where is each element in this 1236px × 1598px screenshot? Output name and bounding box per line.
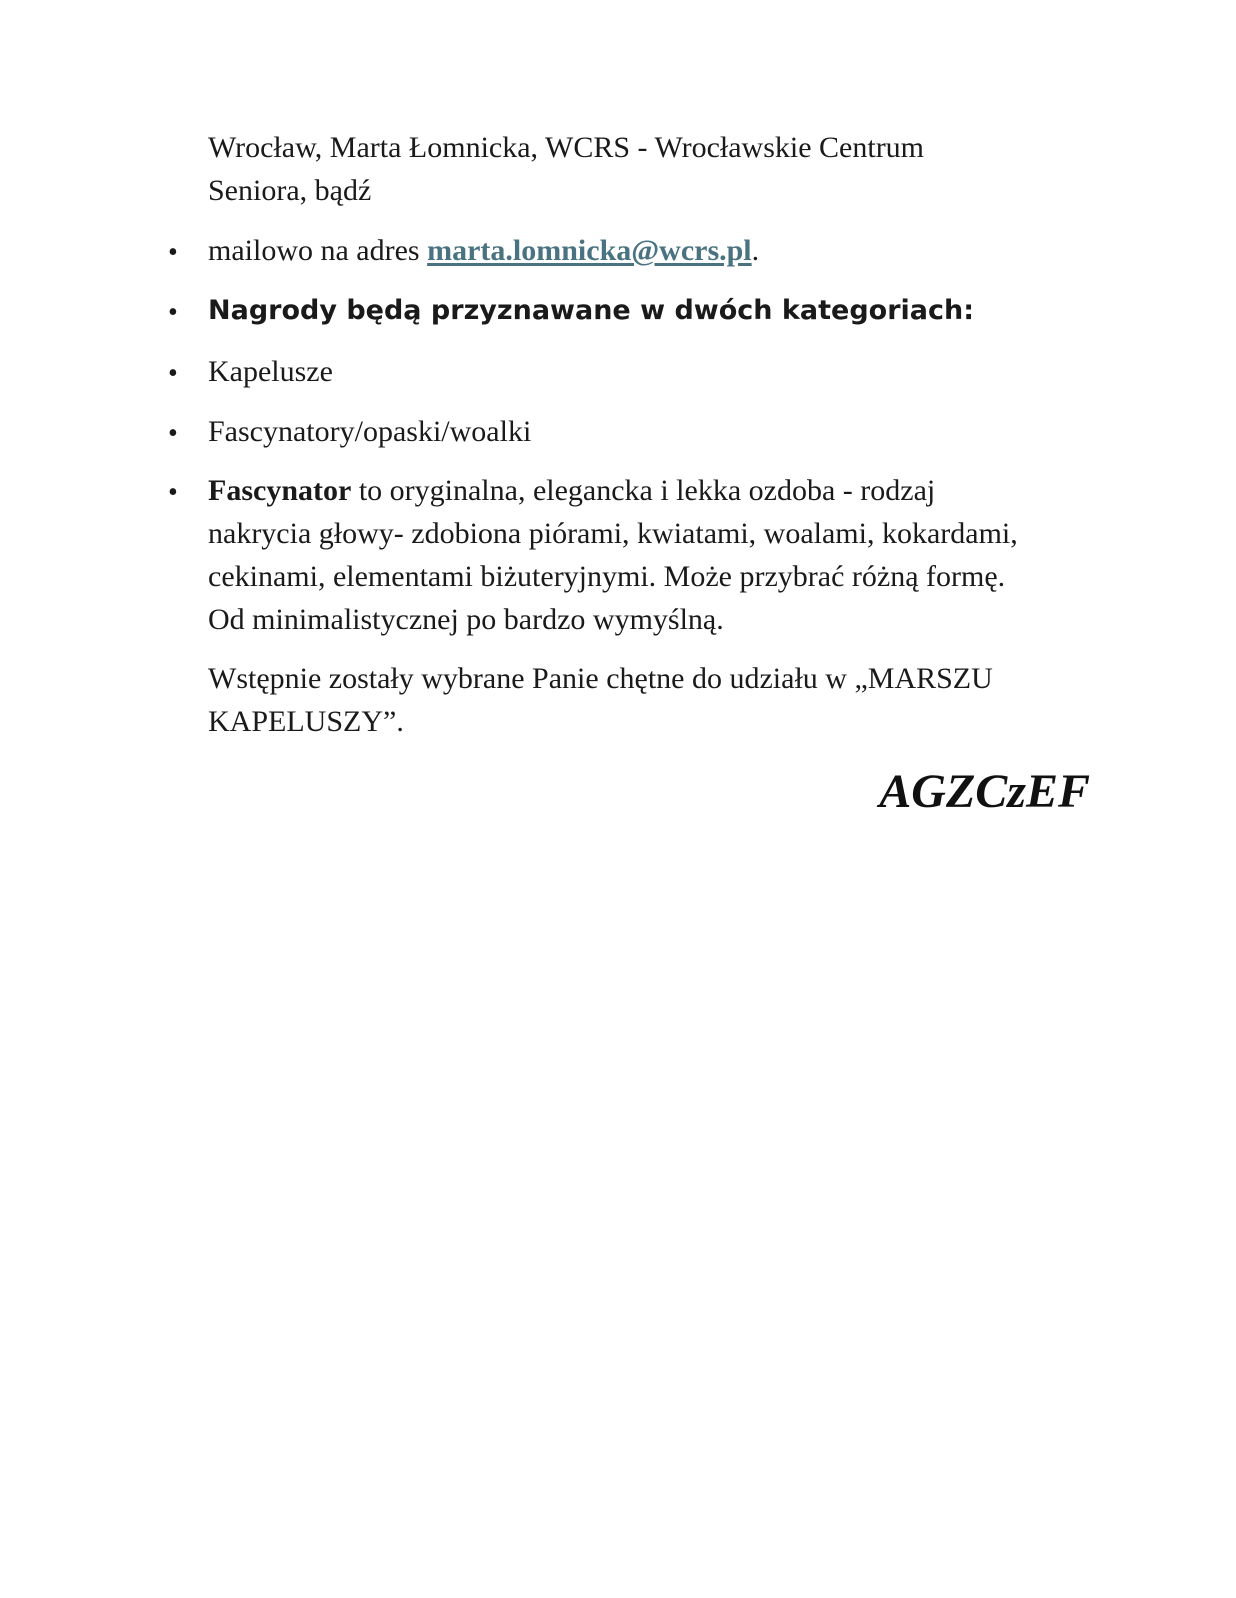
signature-initials: AGZCzEF	[879, 765, 1090, 818]
email-suffix: .	[751, 234, 760, 267]
email-link[interactable]: marta.lomnicka@wcrs.pl	[427, 234, 752, 267]
closing-line-2: KAPELUSZY”.	[208, 705, 404, 738]
bullet-icon: •	[168, 418, 178, 449]
categories-heading: Nagrody będą przyznawane w dwóch kategoriach:	[208, 295, 975, 326]
definition-line-4: Od minimalistycznej po bardzo wymyślną.	[208, 603, 724, 636]
intro-line-1: Wrocław, Marta Łomnicka, WCRS - Wrocławskie Centrum	[208, 131, 925, 164]
definition-term: Fascynator	[208, 474, 352, 507]
closing-line-1: Wstępnie zostały wybrane Panie chętne do udziału w „MARSZU	[208, 662, 993, 695]
bullet-icon: •	[168, 358, 178, 389]
email-prefix: mailowo na adres	[208, 234, 428, 267]
intro-line-2: Seniora, bądź	[208, 174, 372, 207]
definition-rest: to oryginalna, elegancka i lekka ozdoba - rodzaj	[351, 474, 936, 507]
bullet-icon: •	[168, 237, 178, 268]
bullet-icon: •	[168, 477, 178, 508]
definition-line-2: nakrycia głowy- zdobiona piórami, kwiatami, woalami, kokardami,	[208, 517, 1018, 550]
email-list-item	[208, 229, 759, 272]
bullet-icon: •	[168, 297, 178, 328]
category-item-hats: Kapelusze	[208, 355, 333, 388]
definition-line-3: cekinami, elementami biżuteryjnymi. Może przybrać różną formę.	[208, 560, 1006, 593]
category-item-fascinators: Fascynatory/opaski/woalki	[208, 415, 532, 448]
definition-line-1	[208, 469, 935, 512]
